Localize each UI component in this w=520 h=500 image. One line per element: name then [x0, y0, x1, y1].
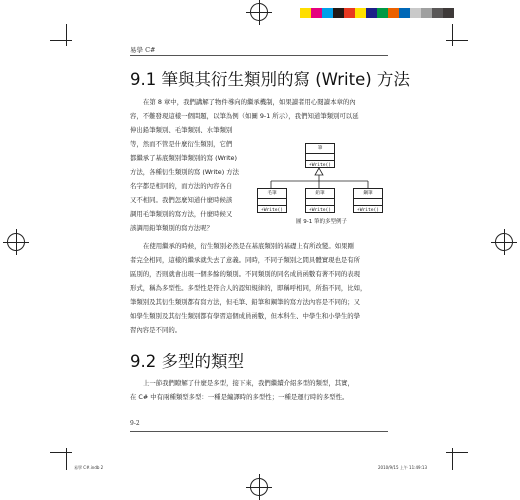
registration-mark-left: [7, 233, 25, 251]
color-swatch: [388, 8, 399, 18]
class-box-child: [353, 188, 383, 213]
color-swatch: [300, 8, 311, 18]
p2-line: 習內容是不同的。: [130, 326, 182, 334]
class-attributes: [306, 154, 334, 161]
p2-line: 區別的，否則就會出現一個多餘的類別。不同類別的同名成員函數有著不同的表現: [130, 270, 361, 278]
paragraph-2: [130, 239, 366, 337]
footer-rule: [130, 431, 388, 432]
color-swatch: [322, 8, 333, 18]
class-box-child: [305, 188, 335, 213]
p1-line: 在第 8 章中，我們講解了物件導向的繼承機制，如果讀者用心閱讀本章的內: [143, 98, 356, 106]
p1-line: 都繼承了基底類別筆類別的寫 (Write): [130, 154, 237, 162]
p1-line: 調用毛筆類別的寫方法，什麼時候又: [130, 210, 233, 218]
color-swatch: [410, 8, 421, 18]
p2-line: 形式，稱為多型性。多型性是符合人的認知規律的，即稱呼相同，所指不同，比如，: [130, 284, 367, 292]
color-swatch: [344, 8, 355, 18]
p1-line: 方法，各種衍生類別的寫 (Write) 方法: [130, 168, 239, 176]
color-swatch: [421, 8, 432, 18]
class-attributes: [354, 199, 382, 206]
p1-line: 名字都是相同的，而方法的內容各自: [130, 182, 233, 190]
color-swatch: [311, 8, 322, 18]
paragraph-3: [130, 376, 354, 404]
color-swatch: [377, 8, 388, 18]
section-title-9-1: 9.1 筆與其衍生類別的寫 (Write) 方法: [130, 70, 410, 89]
p1-line: 又不相同。我們怎麼知道什麼時候該: [130, 196, 233, 204]
running-header: 易學 C#: [130, 46, 156, 54]
class-method: +Write(): [260, 208, 284, 213]
p3-line: 上一節我們瞭解了什麼是多型，接下來，我們繼續介紹多型的類型，其實，: [143, 379, 354, 387]
p3-line: 在 C# 中有兩種類型多型：一種是編譯時的多型性；一種是運行時的多型性。: [130, 393, 349, 401]
p2-line: 在使用繼承的時候，衍生類別必然是在基底類別的基礎上有所改變。如果剛: [143, 242, 354, 250]
p1-line: 該調用鉛筆類別的寫方法呢？: [130, 224, 214, 232]
registration-mark-top: [250, 3, 268, 21]
class-box-base: [305, 143, 335, 168]
p1-line: 等，然而不管是什麼衍生類別，它們: [130, 140, 233, 148]
class-attributes: [306, 199, 334, 206]
p2-line: 如學生類別及其衍生類別都有學習這個成員函數，但本科生、中學生和小學生的學: [130, 312, 361, 320]
p1-line: 伸出鉛筆類別、毛筆類別、水筆類別: [130, 126, 233, 134]
color-swatch: [355, 8, 366, 18]
class-method: +Write(): [308, 208, 332, 213]
page-number: 9-2: [130, 420, 140, 427]
class-attributes: [258, 199, 286, 206]
p2-line: 者完全相同，這樣的繼承就失去了意義。同時，不同子類別之間具體實現也是有所: [130, 256, 361, 264]
p1-line: 容，不難發現這樣一個問題，以筆為例（如圖 9-1 所示），我們知道筆類別可以延: [130, 112, 359, 120]
class-name: 鋼筆: [354, 189, 382, 199]
color-swatch: [399, 8, 410, 18]
print-slug-left: 易學 C#.indb 2: [74, 465, 104, 470]
class-box-child: [257, 188, 287, 213]
color-swatch: [432, 8, 443, 18]
class-method: +Write(): [356, 208, 380, 213]
class-method: +Write(): [308, 163, 332, 168]
class-name: 筆: [306, 144, 334, 154]
print-slug-right: 2010/9/15 上午 11:49:13: [378, 465, 428, 470]
figure-caption: 圖 9-1 筆的多型例子: [296, 219, 347, 225]
registration-mark-right: [495, 233, 513, 251]
registration-mark-bottom: [250, 478, 268, 496]
section-title-9-2: 9.2 多型的類型: [130, 352, 244, 371]
color-swatch: [443, 8, 454, 18]
class-name: 毛筆: [258, 189, 286, 199]
header-rule: [130, 55, 388, 56]
color-swatch: [366, 8, 377, 18]
p2-line: 筆類別及其衍生類別都有寫方法，但毛筆、鉛筆和鋼筆的寫方法內容是不同的；又: [130, 298, 361, 306]
class-name: 鉛筆: [306, 189, 334, 199]
color-swatch: [333, 8, 344, 18]
